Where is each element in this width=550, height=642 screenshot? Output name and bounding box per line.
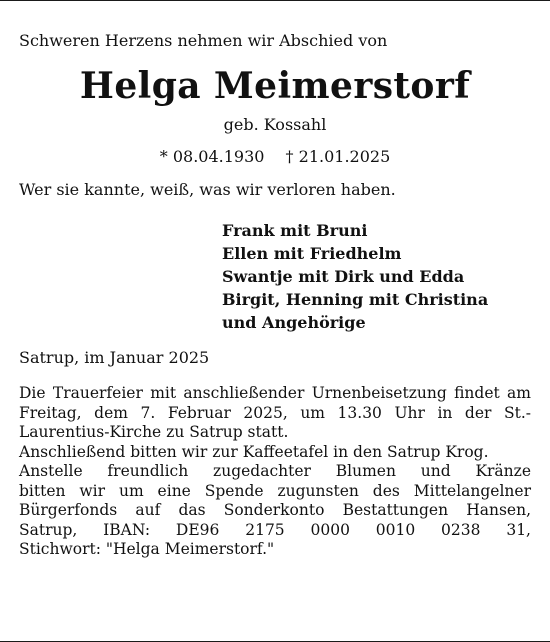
- mourner-line: Frank mit Bruni: [222, 221, 368, 240]
- intro-text: Schweren Herzens nehmen wir Abschied von: [19, 31, 388, 50]
- coffee-paragraph: Anschließend bitten wir zur Kaffeetafel in den Satrup Krog.: [19, 442, 489, 461]
- birth-date: * 08.04.1930: [159, 147, 265, 166]
- donation-paragraph: [19, 462, 531, 560]
- mourner-line: Birgit, Henning mit Christina: [222, 290, 489, 309]
- death-date: † 21.01.2025: [285, 147, 391, 166]
- donation-line: Stichwort: "Helga Meimerstorf.": [19, 540, 275, 558]
- deceased-name: Helga Meimerstorf: [79, 65, 471, 107]
- maiden-name: geb. Kossahl: [223, 115, 327, 134]
- donation-line: Anstelle freundlich zugedachter Blumen und Kränze: [19, 462, 531, 480]
- donation-line: Bürgerfonds auf das Sonderkonto Bestattungen Hansen,: [19, 501, 531, 519]
- memorial-quote: Wer sie kannte, weiß, was wir verloren haben.: [19, 180, 396, 199]
- mourner-line: Swantje mit Dirk und Edda: [222, 267, 465, 286]
- donation-line: Satrup, IBAN: DE96 2175 0000 0010 0238 31,: [19, 520, 531, 539]
- mourners-list: [222, 219, 488, 334]
- funeral-paragraph: Die Trauerfeier mit anschließender Urnenbeisetzung findet am Freitag, dem 7. Februar 2025, um 13.30 Uhr in der St.-Laurentius-Kirche zu Satrup statt.: [19, 384, 531, 441]
- donation-line: bitten wir um eine Spende zugunsten des Mittelangelner: [19, 481, 531, 500]
- life-dates: [0, 146, 550, 168]
- mourner-line: Ellen mit Friedhelm: [222, 244, 402, 263]
- place-and-date: Satrup, im Januar 2025: [19, 348, 210, 367]
- mourner-line: und Angehörige: [222, 313, 366, 332]
- funeral-details: [19, 384, 531, 560]
